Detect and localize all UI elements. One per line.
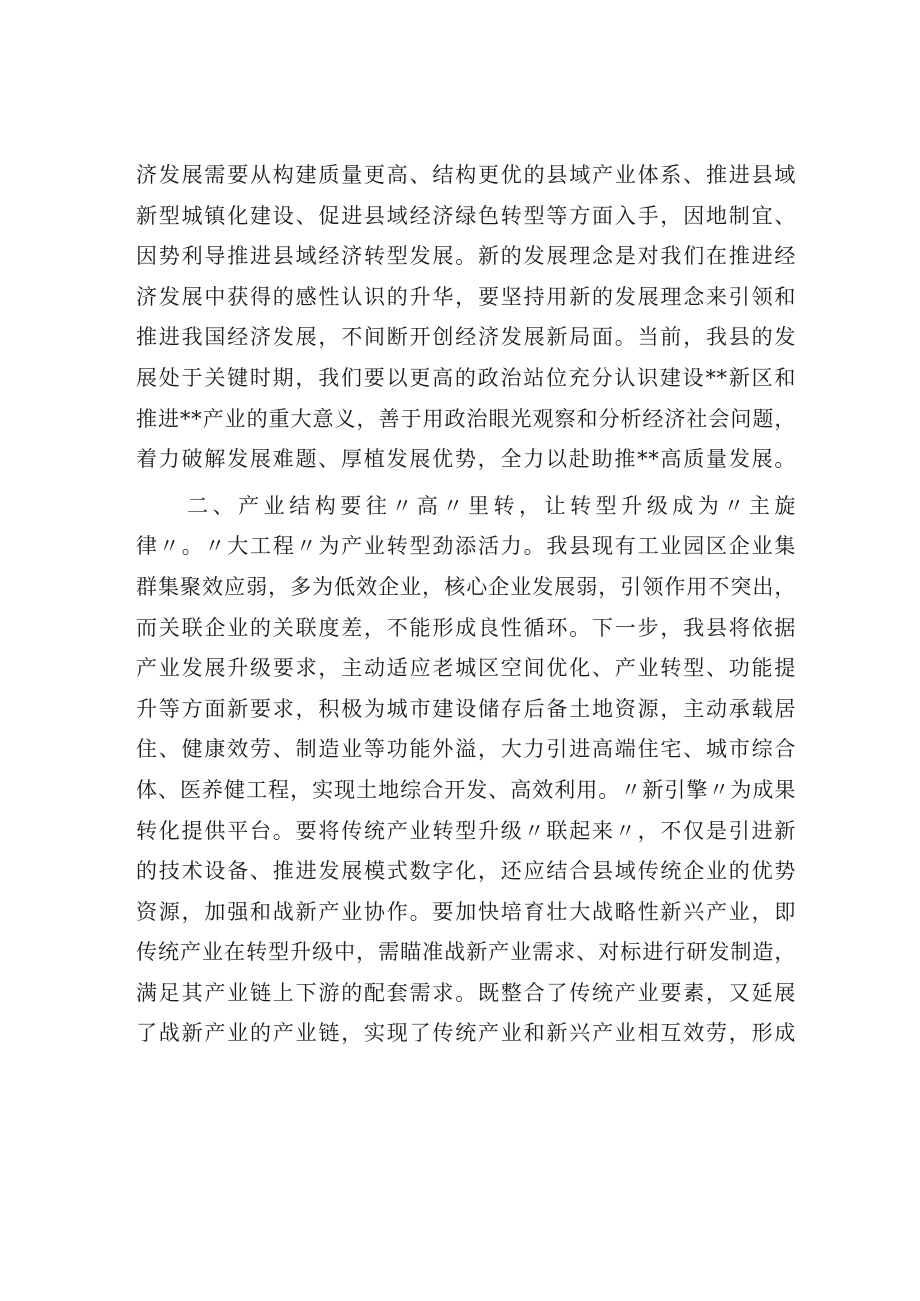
paragraph-line: 了战新产业的产业链，实现了传统产业和新兴产业相互效劳，形成 — [136, 1021, 796, 1046]
paragraph-2 — [136, 486, 796, 1054]
paragraph-line: 推进**产业的重大意义，善于用政治眼光观察和分析经济社会问题， — [136, 406, 796, 431]
paragraph-line: 的技术设备、推进发展模式数字化，还应结合县域传统企业的优势 — [136, 859, 796, 884]
document-body — [136, 155, 796, 1054]
paragraph-line: 推进我国经济发展，不间断开创经济发展新局面。当前，我县的发 — [136, 325, 796, 350]
paragraph-line: 二、产业结构要往〃高〃里转，让转型升级成为〃主旋 — [136, 493, 796, 518]
paragraph-line: 济发展中获得的感性认识的升华，要坚持用新的发展理念来引领和 — [136, 284, 796, 309]
paragraph-line: 传统产业在转型升级中，需瞄准战新产业需求、对标进行研发制造， — [136, 940, 796, 965]
paragraph-line: 升等方面新要求，积极为城市建设储存后备土地资源，主动承载居 — [136, 696, 796, 721]
paragraph-line: 资源，加强和战新产业协作。要加快培育壮大战略性新兴产业，即 — [136, 899, 796, 924]
paragraph-line: 产业发展升级要求，主动适应老城区空间优化、产业转型、功能提 — [136, 656, 796, 681]
paragraph-line: 住、健康效劳、制造业等功能外溢，大力引进高端住宅、城市综合 — [136, 737, 796, 762]
paragraph-line: 新型城镇化建设、促进县域经济绿色转型等方面入手，因地制宜、 — [136, 203, 796, 228]
paragraph-line: 济发展需要从构建质量更高、结构更优的县域产业体系、推进县域 — [136, 163, 796, 187]
paragraph-line: 律〃。〃大工程〃为产业转型劲添活力。我县现有工业园区企业集 — [136, 534, 796, 559]
paragraph-line: 体、医养健工程，实现土地综合开发、高效利用。〃新引擎〃为成果 — [136, 777, 796, 802]
paragraph-line: 着力破解发展难题、厚植发展优势，全力以赴助推**高质量发展。 — [136, 447, 796, 472]
paragraph-line: 满足其产业链上下游的配套需求。既整合了传统产业要素，又延展 — [136, 980, 796, 1005]
paragraph-1 — [136, 155, 796, 480]
paragraph-line: 群集聚效应弱，多为低效企业，核心企业发展弱，引领作用不突出， — [136, 574, 796, 599]
paragraph-line: 而关联企业的关联度差，不能形成良性循环。下一步，我县将依据 — [136, 615, 796, 640]
paragraph-line: 转化提供平台。要将传统产业转型升级〃联起来〃，不仅是引进新 — [136, 818, 796, 843]
paragraph-line: 因势利导推进县域经济转型发展。新的发展理念是对我们在推进经 — [136, 244, 796, 269]
paragraph-line: 展处于关键时期，我们要以更高的政治站位充分认识建设**新区和 — [136, 365, 796, 390]
